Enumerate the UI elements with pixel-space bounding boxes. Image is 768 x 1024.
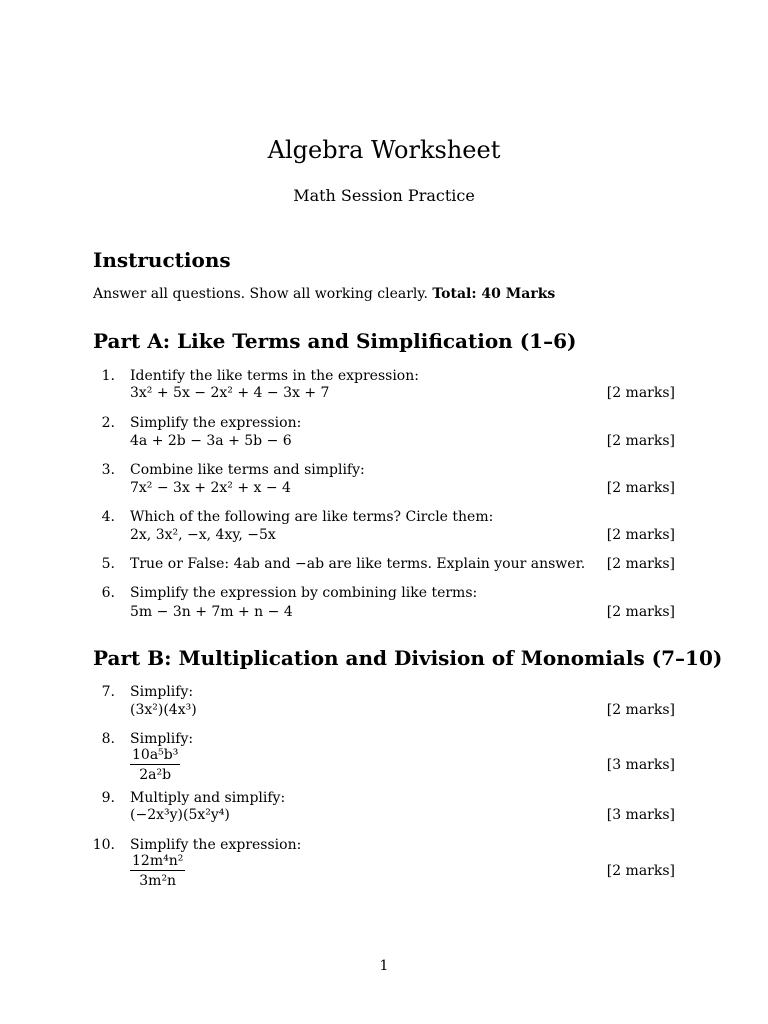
question-prompt: Which of the following are like terms? Circle them: bbox=[130, 509, 494, 525]
fraction-numerator: 12m⁴n² bbox=[132, 853, 184, 869]
question-number: 9. bbox=[101, 790, 115, 806]
question-expression: 2x, 3x², −x, 4xy, −5x bbox=[130, 527, 276, 543]
question-number: 5. bbox=[101, 556, 115, 572]
question-marks: [2 marks] bbox=[606, 702, 675, 718]
question-marks: [3 marks] bbox=[606, 757, 675, 773]
question-marks: [2 marks] bbox=[606, 385, 675, 401]
fraction-denominator: 3m²n bbox=[139, 873, 177, 889]
question-expression: 5m − 3n + 7m + n − 4 bbox=[130, 604, 293, 620]
question-number: 3. bbox=[101, 462, 115, 478]
instructions-body: Answer all questions. Show all working clearly. bbox=[93, 286, 428, 302]
question-expression: (3x²)(4x³) bbox=[130, 702, 197, 718]
question-marks: [2 marks] bbox=[606, 863, 675, 879]
question-number: 10. bbox=[92, 837, 115, 853]
fraction-numerator: 10a⁵b³ bbox=[132, 747, 179, 763]
question-marks: [2 marks] bbox=[606, 480, 675, 496]
question-prompt: Simplify the expression: bbox=[130, 415, 302, 431]
question-fraction bbox=[130, 853, 185, 889]
question-number: 1. bbox=[101, 368, 115, 384]
question-marks: [2 marks] bbox=[606, 433, 675, 449]
question-number: 2. bbox=[101, 415, 115, 431]
question-marks: [2 marks] bbox=[606, 604, 675, 620]
fraction-denominator: 2a²b bbox=[139, 767, 172, 783]
question-expression: 3x² + 5x − 2x² + 4 − 3x + 7 bbox=[130, 385, 330, 401]
question-prompt: Simplify the expression by combining like terms: bbox=[130, 585, 478, 601]
instructions-total: Total: 40 Marks bbox=[432, 286, 556, 302]
question-fraction bbox=[130, 747, 180, 783]
question-marks: [3 marks] bbox=[606, 807, 675, 823]
question-prompt: Simplify: bbox=[130, 731, 194, 747]
question-number: 8. bbox=[101, 731, 115, 747]
question-number: 6. bbox=[101, 585, 115, 601]
question-prompt: Simplify: bbox=[130, 684, 194, 700]
page-number: 1 bbox=[379, 958, 389, 974]
instructions-heading: Instructions bbox=[93, 248, 231, 272]
question-number: 4. bbox=[101, 509, 115, 525]
question-prompt: Multiply and simplify: bbox=[130, 790, 286, 806]
question-expression: 7x² − 3x + 2x² + x − 4 bbox=[130, 480, 291, 496]
question-expression: 4a + 2b − 3a + 5b − 6 bbox=[130, 433, 292, 449]
page-subtitle: Math Session Practice bbox=[293, 186, 475, 205]
question-expression: (−2x³y)(5x²y⁴) bbox=[130, 807, 230, 823]
part-a-heading: Part A: Like Terms and Simplification (1–6) bbox=[93, 329, 577, 353]
instructions-text bbox=[93, 286, 555, 302]
question-prompt: Simplify the expression: bbox=[130, 837, 302, 853]
question-number: 7. bbox=[101, 684, 115, 700]
question-prompt: Identify the like terms in the expression: bbox=[130, 368, 419, 384]
question-marks: [2 marks] bbox=[606, 556, 675, 572]
question-prompt: Combine like terms and simplify: bbox=[130, 462, 365, 478]
part-b-heading: Part B: Multiplication and Division of Monomials (7–10) bbox=[93, 646, 723, 670]
question-prompt: True or False: 4ab and −ab are like terms. Explain your answer. bbox=[130, 556, 586, 572]
question-marks: [2 marks] bbox=[606, 527, 675, 543]
page-title: Algebra Worksheet bbox=[267, 136, 501, 164]
